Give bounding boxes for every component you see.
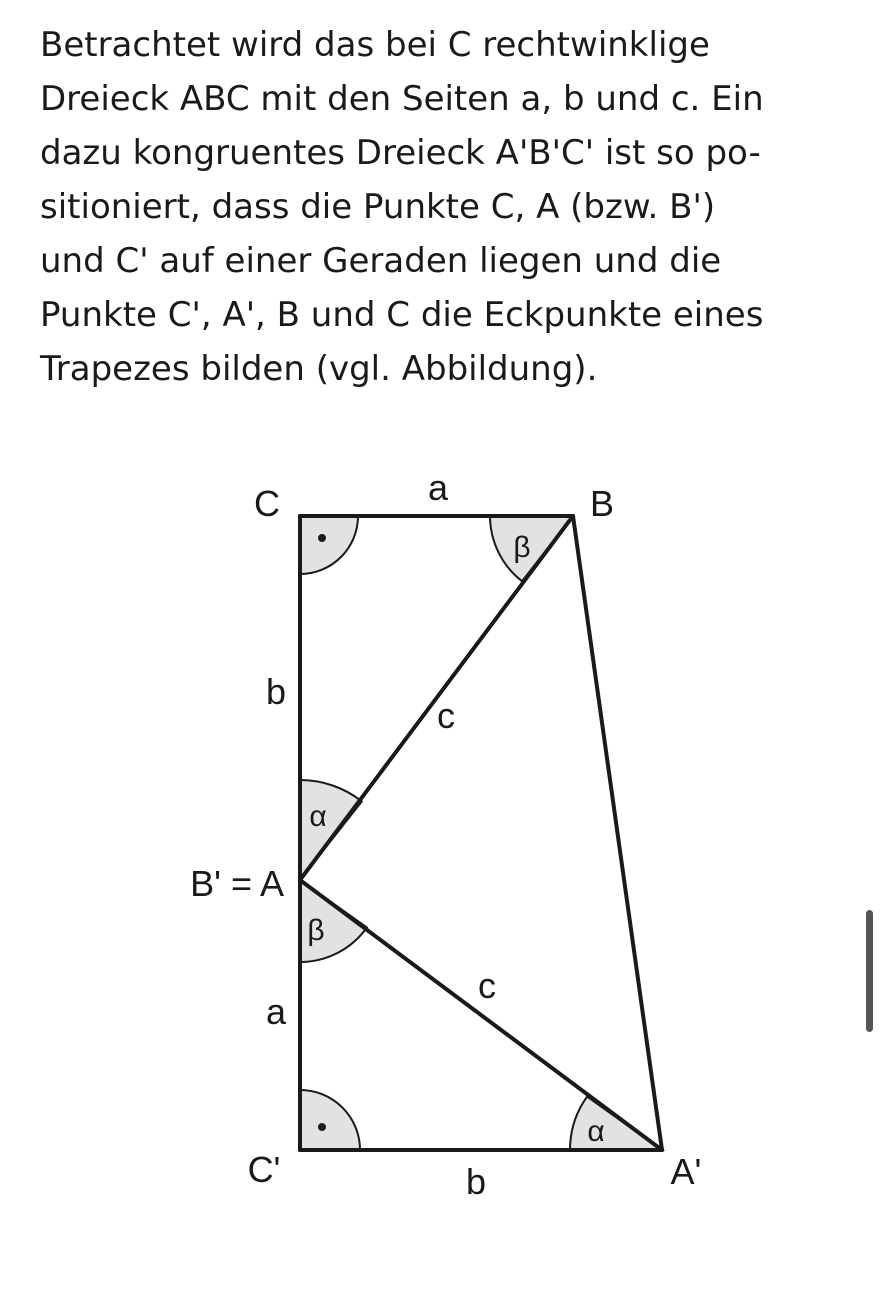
label-side-c-lower: c	[478, 965, 496, 1006]
right-angle-dot-c	[318, 534, 326, 542]
right-angle-marker-c-prime	[300, 1090, 360, 1150]
label-point-a: B' = A	[190, 863, 284, 904]
problem-line: sitioniert, dass die Punkte C, A (bzw. B')	[40, 187, 716, 227]
label-side-b-bottom: b	[465, 1161, 487, 1202]
label-side-a-left: a	[265, 991, 287, 1032]
hypotenuse-a-aprime	[300, 880, 662, 1150]
problem-line: dazu kongruentes Dreieck A'B'C' ist so po-	[40, 133, 761, 173]
label-side-c-upper: c	[437, 695, 455, 736]
problem-line: Betrachtet wird das bei C rechtwinklige	[40, 25, 710, 65]
scrollbar-thumb[interactable]	[866, 910, 873, 1032]
label-angle-beta-b: β	[513, 531, 531, 564]
right-angle-marker-c	[300, 516, 358, 574]
label-point-a-prime: A'	[670, 1151, 702, 1192]
label-angle-beta-a-lower: β	[307, 914, 325, 947]
problem-line: Dreieck ABC mit den Seiten a, b und c. Ein	[40, 79, 764, 119]
problem-line: Punkte C', A', B und C die Eckpunkte eines	[40, 295, 764, 335]
label-angle-alpha-a-upper: α	[309, 800, 327, 833]
label-point-c-prime: C'	[247, 1149, 281, 1190]
label-angle-alpha-a-prime: α	[587, 1115, 605, 1148]
label-side-b-left: b	[265, 671, 287, 712]
label-side-a-top: a	[427, 467, 449, 508]
right-angle-dot-c-prime	[318, 1123, 326, 1131]
label-point-b: B	[589, 483, 615, 524]
problem-line: Trapezes bilden (vgl. Abbildung).	[40, 349, 598, 389]
side-b-aprime	[573, 516, 662, 1150]
problem-line: und C' auf einer Geraden liegen und die	[40, 241, 722, 281]
label-point-c: C	[254, 483, 280, 524]
